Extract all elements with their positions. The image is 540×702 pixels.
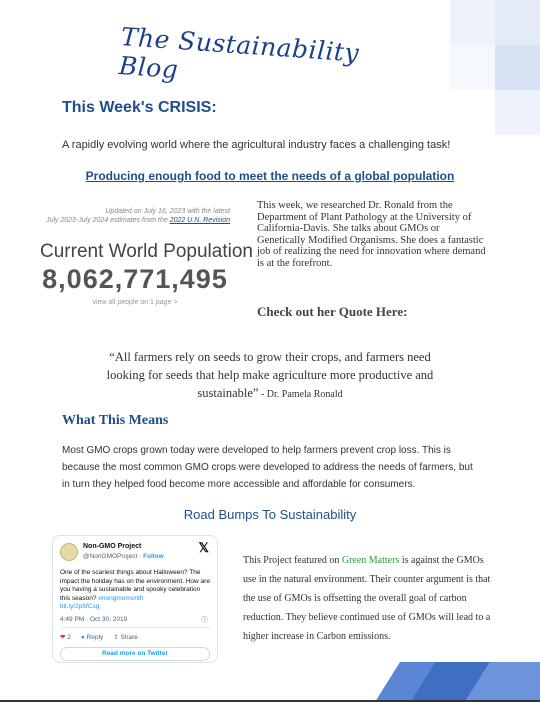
green-matters-prefix: This Project featured on: [243, 555, 342, 566]
population-count: 8,062,771,495: [42, 264, 228, 294]
tweet-share-button[interactable]: [113, 633, 138, 641]
population-updated-note: [40, 207, 230, 225]
population-label: Current World Population: [40, 241, 253, 262]
blog-title: The Sustainability Blog: [117, 22, 361, 85]
tweet-divider: [60, 627, 210, 628]
green-matters-suffix: is against the GMOs use in the natural environment. Their counter argument is that the use of GMOs is offsetting the overall goal of carbon reduction. They believe continued use of GMOs will lead to a higher increase in Carbon emissions.: [243, 555, 491, 642]
tweet-share-label: Share: [120, 634, 138, 641]
what-this-means-heading: What This Means: [62, 413, 169, 428]
un-revision-link[interactable]: 2022 U.N. Revision: [169, 217, 230, 224]
crisis-subheading[interactable]: Producing enough food to meet the needs of a global population: [85, 169, 455, 183]
crisis-heading: This Week's CRISIS:: [62, 99, 217, 116]
tweet-link[interactable]: bit.ly/2p6fCsg: [60, 603, 100, 610]
green-matters-link[interactable]: Green Matters: [341, 555, 400, 566]
reply-bubble-icon: ●: [80, 633, 85, 641]
research-paragraph: This week, we researched Dr. Ronald from the Department of Plant Pathology at the University of California-Davis. She talks about GMOs or Genetically Modified Organisms. She does a fantastic job of realizing the need for innovation where demand is at the forefront.: [257, 200, 486, 269]
road-bumps-heading: Road Bumps To Sustainability: [183, 507, 357, 522]
x-logo-icon[interactable]: 𝕏: [198, 540, 209, 555]
tweet-body: One of the scariest things about Halloween? The impact the holiday has on the environment. How are you having a sustainable and spooky celebration this season?: [60, 569, 210, 602]
tweet-author-handle: @NonGMOProject · Follow: [83, 553, 164, 560]
corner-decoration-top-right: [420, 0, 540, 150]
tweet-timestamp[interactable]: 4:49 PM · Oct 30, 2019: [60, 616, 128, 623]
quote-heading: Check out her Quote Here:: [257, 304, 408, 319]
share-icon: ⇪: [113, 634, 119, 641]
embedded-tweet[interactable]: [52, 535, 218, 663]
population-updated-line1: Updated on July 16, 2023 with the latest: [105, 208, 230, 215]
tweet-actions: [60, 633, 138, 641]
quote-attribution: - Dr. Pamela Ronald: [258, 389, 343, 400]
quote-text: “All farmers rely on seeds to grow their crops, and farmers need looking for seeds that help make agriculture more productive and sustainable”: [106, 350, 434, 400]
tweet-avatar[interactable]: [60, 543, 78, 561]
crisis-intro: A rapidly evolving world where the agricultural industry faces a challenging task!: [62, 139, 451, 151]
heart-icon: ❤: [60, 634, 66, 641]
read-more-on-twitter-button[interactable]: Read more on Twitter: [60, 647, 210, 661]
corner-decoration-bottom-right: [360, 662, 540, 702]
quote-block: [90, 348, 450, 404]
population-widget: [40, 207, 253, 306]
tweet-like-count: 2: [67, 634, 71, 641]
population-updated-prefix: July 2023-July 2024 estimates from the: [45, 217, 170, 224]
view-all-people-link[interactable]: view all people on 1 page >: [92, 299, 178, 306]
what-this-means-paragraph: Most GMO crops grown today were developed to help farmers prevent crop loss. This is because the most common GMO crops were developed to address the needs of farmers, but in turn they helped food become more accessible and affordable for consumers.: [62, 445, 473, 490]
tweet-text: [60, 569, 212, 612]
info-icon[interactable]: ⓘ: [201, 617, 208, 624]
green-matters-paragraph: [243, 551, 493, 646]
population-updated-line2: [40, 216, 230, 225]
tweet-author-name[interactable]: Non-GMO Project: [83, 543, 142, 550]
tweet-like-button[interactable]: [60, 633, 71, 641]
tweet-handle-text[interactable]: @NonGMOProject: [83, 553, 138, 560]
tweet-reply-label: Reply: [86, 633, 104, 641]
tweet-follow-button[interactable]: Follow: [143, 553, 164, 560]
tweet-reply-button[interactable]: [81, 634, 103, 641]
tweet-hashtag[interactable]: #nongmomonth: [98, 594, 144, 602]
